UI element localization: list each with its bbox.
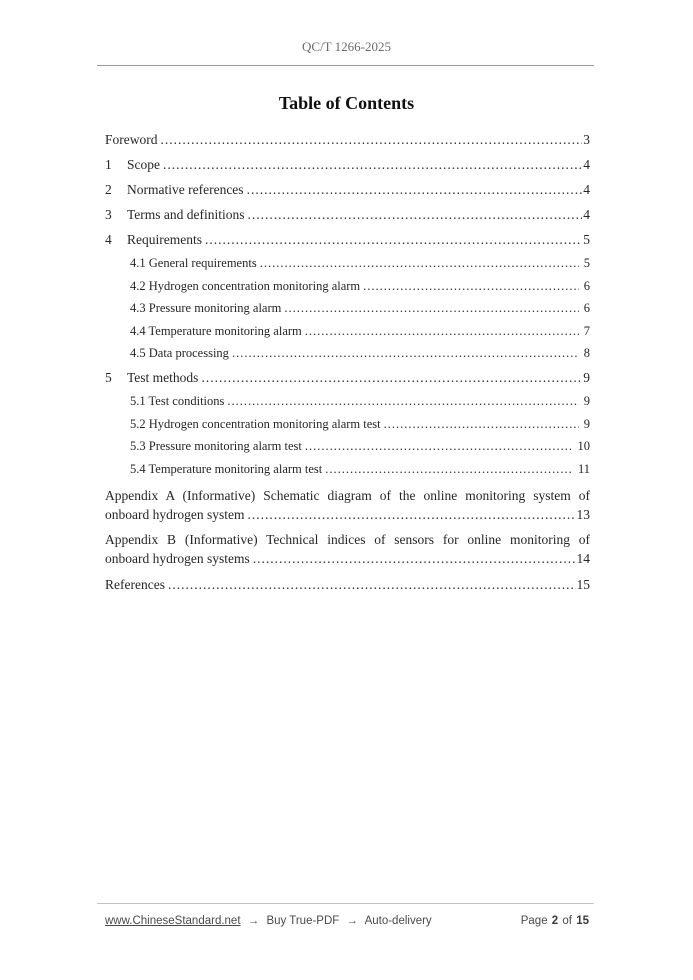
toc-page-number: 9 (583, 393, 590, 408)
toc-list (105, 127, 590, 597)
dot-leader (363, 275, 579, 298)
toc-entry-label: Appendix B (Informative) Technical indices of sensors for online monitoring of (105, 532, 590, 548)
toc-entry (105, 572, 590, 597)
toc-entry (105, 252, 590, 275)
toc-entry-label: 5.2 Hydrogen concentration monitoring alarm test (130, 416, 381, 431)
dot-leader (325, 458, 573, 481)
toc-entry (105, 458, 590, 481)
dot-leader (284, 297, 578, 320)
header-divider (97, 65, 594, 66)
page-title: Table of Contents (278, 93, 415, 113)
toc-page-number: 7 (583, 323, 590, 338)
toc-page-number: 8 (583, 346, 590, 361)
toc-entry-label: Appendix A (Informative) Schematic diagram of the online monitoring system of (105, 488, 590, 504)
toc-entry (105, 227, 590, 252)
footer-divider (97, 903, 594, 904)
toc-entry-label: Requirements (127, 232, 202, 247)
toc-entry (105, 297, 590, 320)
toc-page-number: 4 (583, 182, 590, 197)
toc-page-number: 6 (583, 301, 590, 316)
toc-entry (105, 177, 590, 202)
toc-entry-continuation (105, 505, 590, 524)
toc-entry-label: onboard hydrogen systems (105, 551, 250, 567)
toc-page-number: 5 (583, 256, 590, 270)
dot-leader (168, 572, 576, 597)
dot-leader (305, 320, 579, 343)
dot-leader (253, 549, 576, 568)
toc-page-number: 9 (583, 416, 590, 431)
dot-leader (163, 152, 582, 177)
toc-page-number: 5 (583, 232, 590, 247)
doc-code: QC/T 1266-2025 (302, 39, 391, 54)
toc-entry-number: 1 (105, 157, 112, 172)
toc-entry-label: 4.3 Pressure monitoring alarm (130, 301, 282, 316)
footer-item-buy-true-pdf: Buy True-PDF (266, 915, 340, 927)
toc-entry-number: 2 (105, 182, 112, 197)
toc-entry (105, 435, 590, 458)
toc-page-number: 15 (576, 577, 590, 593)
page-label: Page (520, 915, 548, 927)
toc-entry (105, 152, 590, 177)
dot-leader (305, 435, 573, 458)
page-current: 2 (551, 915, 559, 927)
toc-entry-label: Scope (127, 157, 160, 172)
footer-left (105, 913, 432, 929)
toc-entry-number: 4 (105, 232, 112, 247)
toc-entry-label: 5.4 Temperature monitoring alarm test (130, 461, 323, 476)
page-footer (105, 913, 590, 929)
toc-entry-continuation (105, 549, 590, 568)
arrow-icon: → (247, 915, 260, 927)
page-header (0, 39, 693, 54)
dot-leader (247, 177, 583, 202)
arrow-icon: → (346, 915, 358, 927)
site-link[interactable]: www.ChineseStandard.net (105, 915, 241, 927)
toc-entry-label: 5.3 Pressure monitoring alarm test (130, 439, 302, 454)
dot-leader (232, 342, 579, 365)
toc-entry-label: References (105, 577, 165, 593)
toc-entry-label: 4.5 Data processing (130, 346, 229, 361)
dot-leader (248, 202, 583, 227)
toc-entry-label: onboard hydrogen system (105, 507, 245, 523)
toc-entry (105, 486, 590, 524)
toc-entry-label: 4.2 Hydrogen concentration monitoring alarm (130, 278, 361, 293)
toc-entry (105, 413, 590, 436)
toc-entry-label: Normative references (127, 182, 244, 197)
toc-entry-label: Test methods (127, 369, 199, 385)
dot-leader (205, 227, 582, 252)
dot-leader (227, 390, 578, 413)
toc-page-number: 11 (577, 461, 590, 476)
toc-entry (105, 275, 590, 298)
toc-entry (105, 365, 590, 390)
toc-page-number: 6 (583, 278, 590, 293)
toc-page-number: 3 (583, 132, 590, 147)
dot-leader (260, 252, 579, 275)
of-label: of (562, 915, 572, 927)
toc-entry-label: Terms and definitions (127, 207, 245, 222)
toc-entry (105, 202, 590, 227)
footer-item-auto-delivery: Auto-delivery (364, 915, 432, 927)
toc-page-number: 14 (576, 551, 590, 567)
toc-page-number: 4 (583, 157, 590, 172)
toc-entry-label: 4.1 General requirements (130, 256, 257, 270)
toc-entry-number: 3 (105, 207, 112, 222)
page-total: 15 (576, 915, 589, 927)
dot-leader (384, 413, 579, 436)
toc-entry-label: 5.1 Test conditions (130, 393, 225, 408)
dot-leader (201, 365, 582, 390)
toc-page-number: 13 (576, 507, 590, 523)
toc-entry-label: 4.4 Temperature monitoring alarm (130, 323, 302, 338)
toc-entry (105, 127, 590, 152)
toc-entry (105, 390, 590, 413)
toc-entry (105, 320, 590, 343)
toc-entry (105, 530, 590, 568)
dot-leader (247, 505, 575, 524)
toc-page-number: 10 (577, 439, 590, 454)
toc-entry-number: 5 (105, 369, 112, 385)
dot-leader (161, 127, 583, 152)
page-indicator (521, 913, 590, 929)
toc-entry-label: Foreword (105, 132, 158, 147)
toc-page-number: 4 (583, 207, 590, 222)
toc-page-number: 9 (583, 369, 590, 385)
toc-entry (105, 342, 590, 365)
